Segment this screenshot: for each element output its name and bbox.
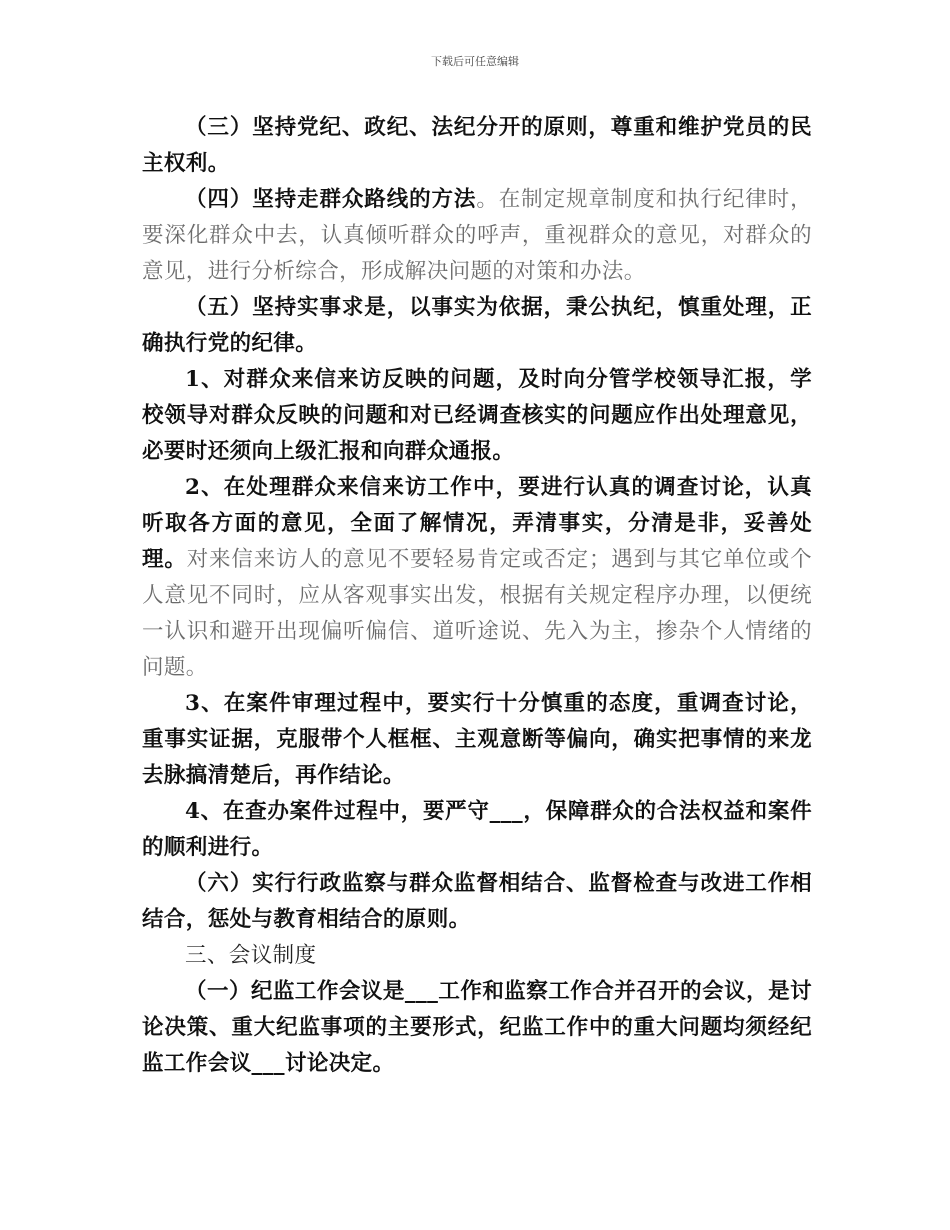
paragraph-text: （一）纪监工作会议是___工作和监察工作合并召开的会议，是讨论决策、重大纪监事项的主要形式，纪监工作中的重大问题均须经纪监工作会议___讨论决定。	[142, 979, 812, 1076]
paragraph-item-2	[142, 470, 812, 686]
paragraph-item-4	[142, 794, 812, 866]
paragraph-principle-3	[142, 110, 812, 182]
paragraph-principle-6	[142, 866, 812, 938]
paragraph-item-3	[142, 686, 812, 794]
paragraph-text: 三、会议制度	[185, 943, 317, 968]
paragraph-text: （三）坚持党纪、政纪、法纪分开的原则，尊重和维护党员的民主权利。	[142, 115, 812, 176]
paragraph-meeting-1	[142, 974, 812, 1082]
page-header-note: 下载后可任意编辑	[431, 55, 519, 68]
paragraph-text: 对来信来访人的意见不要轻易肯定或否定；遇到与其它单位或个人意见不同时，应从客观事实出发，根据有关规定程序办理，以便统一认识和避开出现偏听偏信、道听途说、先入为主，掺杂个人情绪的问题。	[142, 547, 812, 680]
paragraph-text: 4、在查办案件过程中，要严守___，保障群众的合法权益和案件的顺利进行。	[142, 799, 812, 860]
document-body	[142, 110, 812, 1082]
paragraph-heading: 2、在处理群众来信来访工作中，要进行认真的调查讨论，认真听取各方面的意见，全面了解情况，弄清事实，分清是非，妥善处理。	[142, 475, 812, 572]
paragraph-text: 。在制定规章制度和执行纪律时，要深化群众中去，认真倾听群众的呼声，重视群众的意见，对群众的意见，进行分析综合，形成解决问题的对策和办法。	[142, 187, 812, 284]
paragraph-text: （六）实行行政监察与群众监督相结合、监督检查与改进工作相结合，惩处与教育相结合的原则。	[142, 871, 812, 932]
paragraph-heading: （四）坚持走群众路线的方法	[185, 187, 477, 212]
paragraph-text: 3、在案件审理过程中，要实行十分慎重的态度，重调查讨论，重事实证据，克服带个人框框、主观意断等偏向，确实把事情的来龙去脉搞清楚后，再作结论。	[142, 691, 812, 788]
paragraph-item-1	[142, 362, 812, 470]
paragraph-text: （五）坚持实事求是，以事实为依据，秉公执纪，慎重处理，正确执行党的纪律。	[142, 295, 812, 356]
paragraph-principle-4	[142, 182, 812, 290]
paragraph-principle-5	[142, 290, 812, 362]
section-heading-meeting-system	[142, 938, 812, 974]
paragraph-text: 1、对群众来信来访反映的问题，及时向分管学校领导汇报，学校领导对群众反映的问题和对已经调查核实的问题应作出处理意见，必要时还须向上级汇报和向群众通报。	[142, 367, 812, 464]
